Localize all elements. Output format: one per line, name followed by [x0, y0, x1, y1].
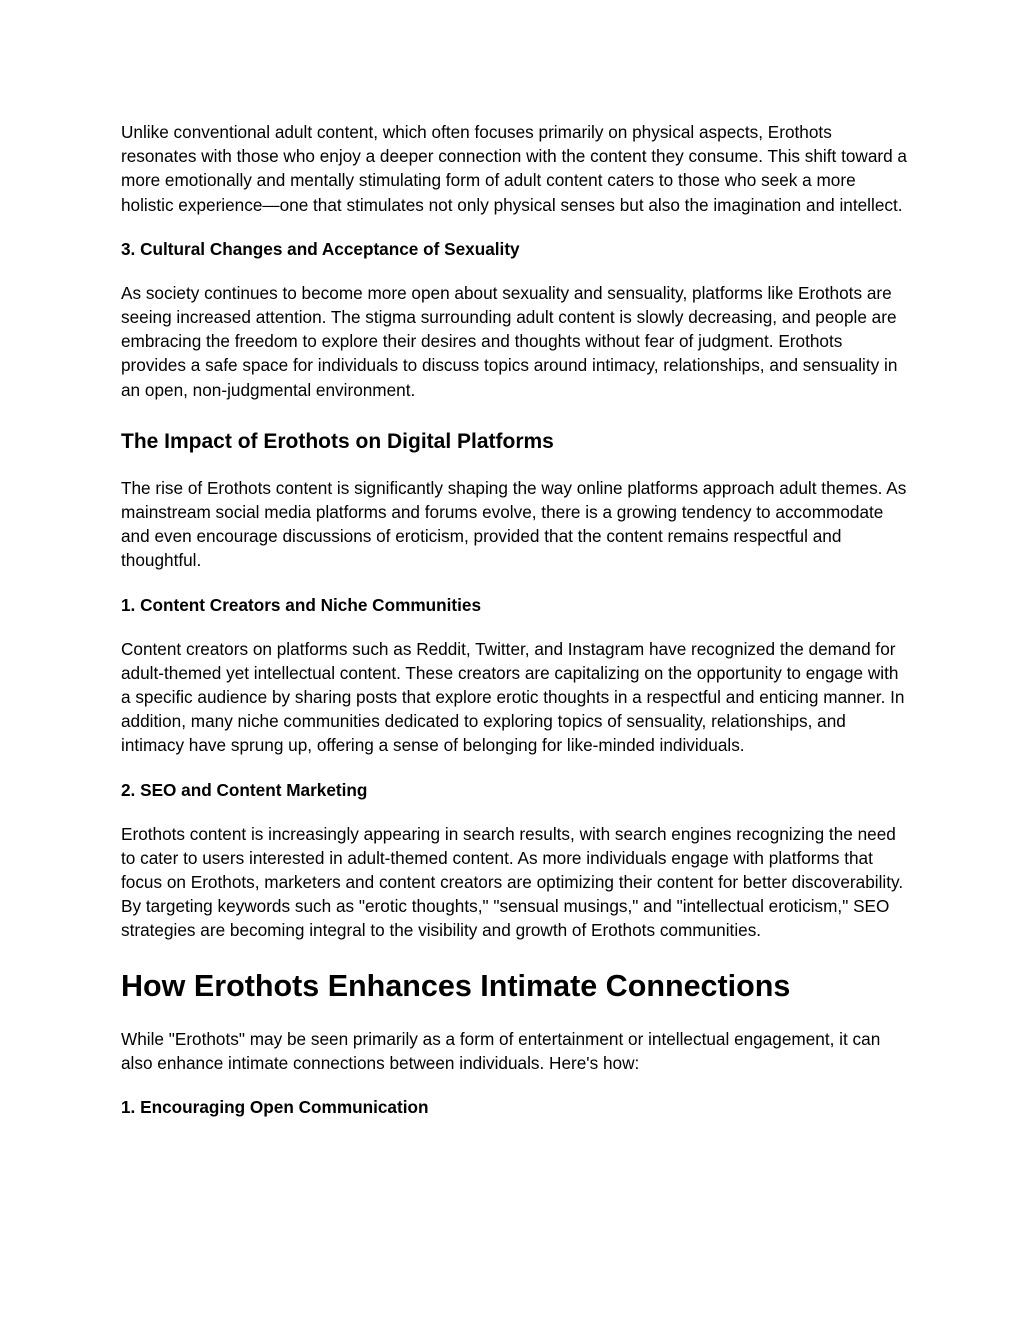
paragraph-impact: The rise of Erothots content is significantly shaping the way online platforms approach adult themes. As mainstream social media platforms and forums evolve, there is a growing tendency to accommodate and even encourage discussions of eroticism, provided that the content remains respectful and thoughtful. [121, 477, 907, 571]
paragraph-enhances: While "Erothots" may be seen primarily as a form of entertainment or intellectual engagement, it can also enhance intimate connections between individuals. Here's how: [121, 1028, 881, 1073]
heading-cultural-changes: 3. Cultural Changes and Acceptance of Sexuality [121, 238, 520, 259]
paragraph-intro: Unlike conventional adult content, which often focuses primarily on physical aspects, Erothots resonates with those who enjoy a deeper connection with the content they consume. This shift toward a more emotionally and mentally stimulating form of adult content caters to those who seek a more holistic experience—one that stimulates not only physical senses but also the imagination and intellect. [121, 122, 907, 215]
paragraph-content-creators: Content creators on platforms such as Reddit, Twitter, and Instagram have recognized the demand for adult-themed yet intellectual content. These creators are capitalizing on the opportunity to engage with a specific audience by sharing posts that explore erotic thoughts in a respectful and enticing manner. In addition, many niche communities dedicated to exploring topics of sensuality, relationships, and intimacy have sprung up, offering a sense of belonging for like-minded individuals. [121, 638, 905, 756]
heading-seo-marketing: 2. SEO and Content Marketing [121, 779, 368, 800]
heading-impact-digital-platforms: The Impact of Erothots on Digital Platforms [121, 429, 554, 453]
heading-enhances-connections: How Erothots Enhances Intimate Connections [121, 968, 791, 1003]
paragraph-cultural-changes: As society continues to become more open about sexuality and sensuality, platforms like Erothots are seeing increased attention. The stigma surrounding adult content is slowly decreasing, and people are embracing the freedom to explore their desires and thoughts without fear of judgment. Erothots provides a safe space for individuals to discuss topics around intimacy, relationships, and sensuality in an open, non-judgmental environment. [121, 282, 898, 400]
heading-content-creators: 1. Content Creators and Niche Communities [121, 594, 482, 615]
document-page [121, 120, 911, 1119]
paragraph-seo: Erothots content is increasingly appearing in search results, with search engines recognizing the need to cater to users interested in adult-themed content. As more individuals engage with platforms that focus on Erothots, marketers and content creators are optimizing their content for better discoverability. By targeting keywords such as "erotic thoughts," "sensual musings," and "intellectual eroticism," SEO strategies are becoming integral to the visibility and growth of Erothots communities. [121, 823, 904, 941]
heading-open-communication: 1. Encouraging Open Communication [121, 1097, 429, 1118]
